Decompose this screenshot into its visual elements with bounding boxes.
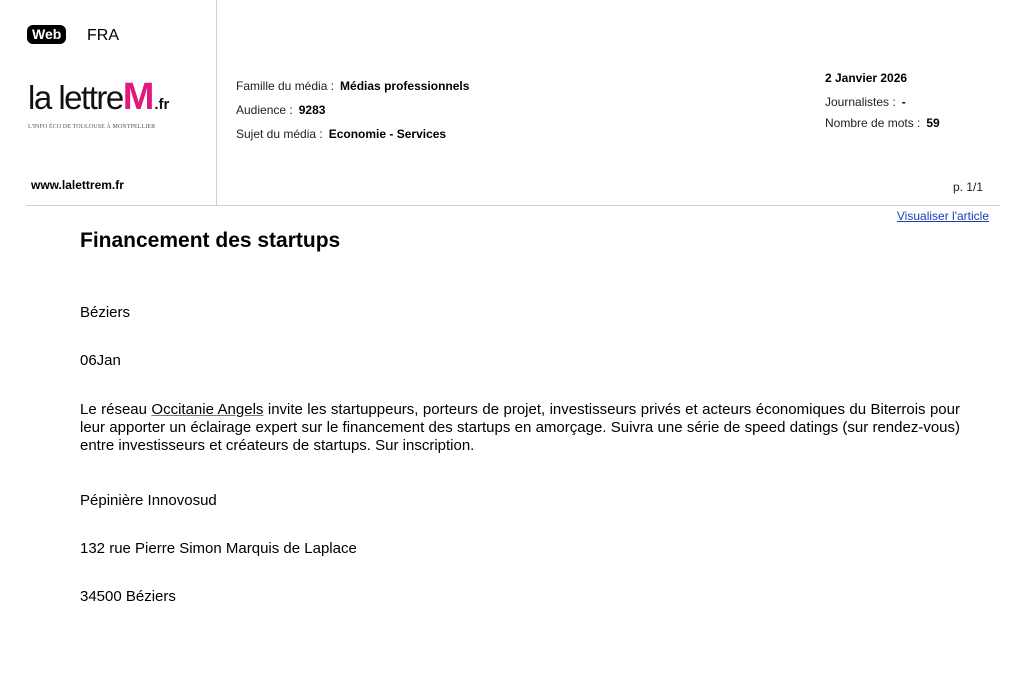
- media-subject-label: Sujet du média :: [236, 127, 323, 141]
- journalists-value: -: [901, 95, 906, 109]
- body-prefix: Le réseau: [80, 401, 152, 418]
- web-badge: Web: [27, 25, 66, 44]
- logo-tagline: L'INFO ÉCO DE TOULOUSE À MONTPELLIER: [28, 124, 156, 130]
- website-url: www.lalettrem.fr: [31, 178, 124, 192]
- article-body: [80, 401, 960, 455]
- article-location: Béziers: [80, 304, 131, 321]
- body-text: invite les startuppeurs, porteurs de projet, investisseurs privés et acteurs économiques du Biterrois pour leur apporter un éclairage expert sur le financement des startups en amorçage. Suivra une série de speed datings (sur rendez-vous) entre investisseurs et créateurs de startups. Sur inscription.: [80, 401, 960, 454]
- view-article-link[interactable]: Visualiser l'article: [896, 209, 989, 223]
- venue-address: 132 rue Pierre Simon Marquis de Laplace: [80, 540, 357, 557]
- media-subject-value: Economie - Services: [328, 127, 447, 141]
- logo-m-letter: M: [122, 76, 155, 118]
- logo-wordmark: [28, 76, 198, 122]
- media-family: [236, 79, 469, 93]
- media-subject: [236, 127, 446, 141]
- audience-value: 9283: [298, 103, 326, 117]
- word-count-value: 59: [926, 116, 940, 130]
- journalists-label: Journalistes :: [825, 95, 896, 109]
- venue-city: 34500 Béziers: [80, 588, 176, 605]
- journalists: [825, 95, 906, 109]
- media-family-value: Médias professionnels: [340, 79, 470, 93]
- article-date-line: 06Jan: [80, 352, 121, 369]
- word-count: [825, 116, 940, 130]
- venue-name: Pépinière Innovosud: [80, 492, 217, 509]
- media-logo: [28, 76, 198, 130]
- media-family-label: Famille du média :: [236, 79, 335, 93]
- logo-suffix: .fr: [154, 96, 170, 113]
- word-count-label: Nombre de mots :: [825, 116, 921, 130]
- publication-date: 2 Janvier 2026: [825, 71, 908, 85]
- language-code: FRA: [87, 27, 119, 44]
- occitanie-angels-link: Occitanie Angels: [151, 401, 264, 418]
- audience-label: Audience :: [236, 103, 293, 117]
- header-divider: [26, 205, 1000, 206]
- page-number: p. 1/1: [952, 180, 983, 194]
- audience: [236, 103, 325, 117]
- logo-text: la lettre: [28, 79, 123, 116]
- article-title: Financement des startups: [80, 229, 341, 252]
